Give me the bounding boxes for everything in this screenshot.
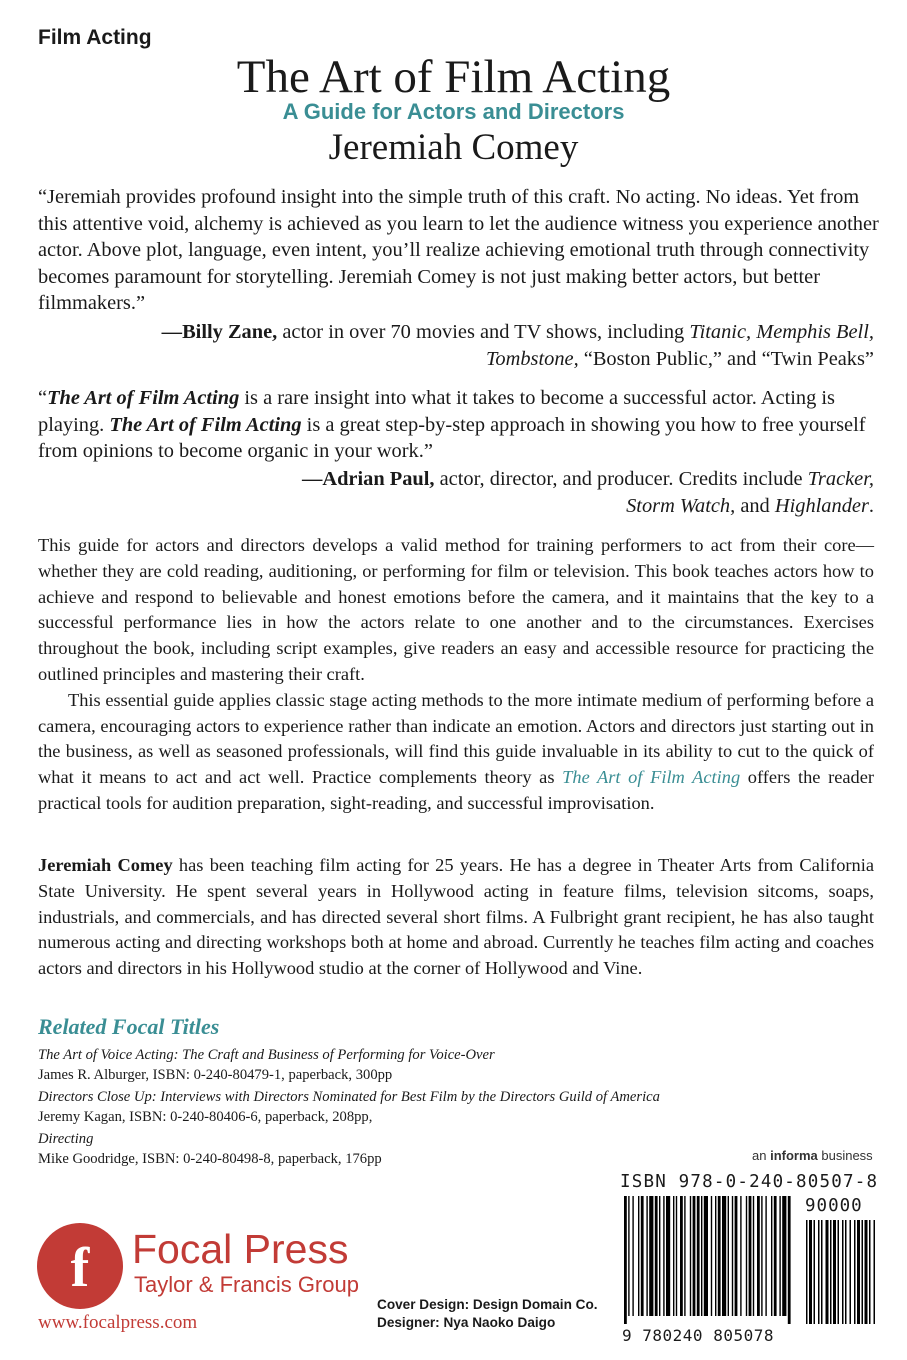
- barcode-addon-bar: [806, 1220, 808, 1324]
- focal-press-logo-icon: [36, 1222, 124, 1310]
- quote-text: is a rare insight into what it takes to become a successful actor. Acting is playing.: [38, 387, 835, 436]
- quote-attribution-billy-zane: [38, 319, 874, 373]
- barcode-bar: [753, 1196, 754, 1316]
- related-title-details: James R. Alburger, ISBN: 0-240-80479-1, paperback, 300pp: [38, 1067, 393, 1083]
- attribution-text: .: [868, 495, 874, 517]
- barcode: [620, 1196, 880, 1326]
- barcode-bar: [774, 1196, 777, 1316]
- publisher-group: Taylor & Francis Group: [134, 1272, 359, 1297]
- quote-attribution-adrian-paul: [38, 466, 874, 520]
- barcode-addon-bar: [838, 1220, 840, 1324]
- attribution-text: actor, director, and producer. Credits include: [434, 468, 808, 490]
- barcode-bar: [715, 1196, 716, 1316]
- barcode-addon-bar: [842, 1220, 844, 1324]
- price-code: 90000: [805, 1196, 863, 1216]
- barcode-addon-bar: [814, 1220, 816, 1324]
- quote-billy-zane: “Jeremiah provides profound insight into the simple truth of this craft. No acting. No ideas. Yet from this attentive void, alchemy is achieved as you learn to let the audience witness you experience another actor. Above plot, language, even intent, you’ll realize achieving emotional truth through connectivity becomes paramount for storytelling. Jeremiah Comey is not just making better actors, but better filmmakers.”: [38, 186, 879, 314]
- barcode-addon-bar: [833, 1220, 836, 1324]
- barcode-addon-bar: [830, 1220, 832, 1324]
- barcode-addon-bar: [845, 1220, 847, 1324]
- book-title: The Art of Film Acting: [236, 51, 671, 103]
- related-title-2: [38, 1087, 660, 1127]
- description-text: This essential guide applies classic stage acting methods to the more intimate medium of performing before a camera, encouraging actors to experience rather than indicate an emotion. Actors and directors just starting out in the business, as well as seasoned professionals, will find this guide invaluable in its ability to cut to the quick of what it means to act and act well. Practice complements theory as: [38, 689, 874, 788]
- barcode-bar: [638, 1196, 639, 1316]
- related-title-3: [38, 1129, 382, 1169]
- attribution-titles: Tombstone,: [485, 348, 579, 370]
- barcode-bar: [746, 1196, 747, 1316]
- designer-credit: Designer: Nya Naoko Daigo: [377, 1315, 556, 1330]
- barcode-bar: [704, 1196, 708, 1316]
- barcode-addon-bar: [865, 1220, 868, 1324]
- description-text: offers the reader practical tools for audition preparation, sight-reading, and successful improvisation.: [38, 767, 875, 813]
- publisher-name: Focal Press: [132, 1226, 349, 1272]
- isbn-label: ISBN 978-0-240-80507-8: [620, 1172, 879, 1192]
- barcode-bar: [765, 1196, 766, 1316]
- barcode-bar: [782, 1196, 786, 1316]
- informa-business-label: an informa business: [752, 1148, 873, 1163]
- barcode-bar: [740, 1196, 741, 1316]
- barcode-bar: [779, 1196, 780, 1316]
- book-title-ref: The Art of Film Acting: [109, 413, 302, 436]
- related-title-1: [38, 1045, 495, 1085]
- related-titles-heading: Related Focal Titles: [38, 1014, 220, 1039]
- related-title-name: The Art of Voice Acting: The Craft and Business of Performing for Voice-Over: [38, 1047, 495, 1063]
- barcode-addon-bar: [854, 1220, 856, 1324]
- related-title-details: Jeremy Kagan, ISBN: 0-240-80406-6, paperback, 208pp,: [38, 1109, 373, 1125]
- cover-credits: [377, 1296, 598, 1332]
- barcode-addon-bar: [826, 1220, 829, 1324]
- book-title-ref: The Art of Film Acting: [47, 387, 240, 409]
- barcode-bar: [771, 1196, 772, 1316]
- barcode-bar: [646, 1196, 647, 1316]
- cover-design-credit: Cover Design: Design Domain Co.: [377, 1297, 598, 1312]
- barcode-bar: [649, 1196, 653, 1316]
- barcode-digits: 9 780240 805078: [622, 1326, 774, 1345]
- author-bio: [38, 853, 874, 982]
- related-title-details: Mike Goodridge, ISBN: 0-240-80498-8, paperback, 176pp: [38, 1151, 382, 1167]
- barcode-bar: [788, 1196, 791, 1324]
- barcode-bar: [684, 1196, 685, 1316]
- barcode-bar: [666, 1196, 670, 1316]
- attribution-name: —Adrian Paul,: [301, 468, 435, 490]
- barcode-bar: [641, 1196, 644, 1316]
- barcode-bar: [732, 1196, 733, 1316]
- quote-adrian-paul: [38, 385, 880, 465]
- related-title-name: Directors Close Up: Interviews with Directors Nominated for Best Film by the Directors Guild of America: [38, 1089, 660, 1105]
- barcode-bar: [659, 1196, 660, 1316]
- book-description: [38, 533, 874, 817]
- attribution-titles: Tracker,: [807, 468, 874, 490]
- logo-letter: f: [70, 1237, 90, 1299]
- barcode-bar: [680, 1196, 683, 1316]
- barcode-bar: [663, 1196, 664, 1316]
- barcode-addon-bar: [869, 1220, 871, 1324]
- barcode-bar: [624, 1196, 627, 1324]
- barcode-bar: [701, 1196, 702, 1316]
- barcode-addon-bar: [850, 1220, 852, 1324]
- barcode-bar: [693, 1196, 696, 1316]
- bio-author-name: Jeremiah Comey: [38, 855, 173, 875]
- attribution-text: actor in over 70 movies and TV shows, including: [277, 321, 690, 343]
- barcode-bar: [749, 1196, 752, 1316]
- barcode-bar: [718, 1196, 721, 1316]
- barcode-addon-bar: [874, 1220, 876, 1324]
- author-name: Jeremiah Comey: [328, 127, 579, 168]
- barcode-bar: [697, 1196, 700, 1316]
- barcode-bar: [735, 1196, 738, 1316]
- book-subtitle: A Guide for Actors and Directors: [282, 99, 625, 124]
- barcode-addon-bar: [821, 1220, 823, 1324]
- attribution-text: “Boston Public,” and “Twin Peaks”: [578, 348, 874, 370]
- attribution-text: and: [735, 495, 775, 517]
- publisher-url[interactable]: www.focalpress.com: [38, 1312, 198, 1333]
- barcode-bar: [728, 1196, 729, 1316]
- barcode-bar: [711, 1196, 712, 1316]
- attribution-titles: Storm Watch,: [626, 495, 736, 517]
- barcode-bar: [655, 1196, 658, 1316]
- description-paragraph-1: This guide for actors and directors develops a valid method for training performers to act from their core—whether they are cold reading, auditioning, or performing for film or television. This book teaches actors how to achieve and respond to believable and honest emotions before the camera, and it maintains that the key to a successful performance lies in how the actors relate to one another and to the circumstances. Exercises throughout the book, including script examples, give readers an easy and accessible resource for practicing the outlined principles and mastering their craft.: [38, 535, 874, 684]
- related-title-name: Directing: [38, 1131, 94, 1147]
- barcode-addon-bar: [809, 1220, 812, 1324]
- barcode-bar: [628, 1196, 629, 1316]
- barcode-addon-bar: [818, 1220, 820, 1324]
- barcode-bar: [757, 1196, 760, 1316]
- barcode-bar: [673, 1196, 674, 1316]
- description-paragraph-2: [38, 688, 874, 817]
- attribution-titles: Highlander: [774, 495, 869, 517]
- bio-text: has been teaching film acting for 25 years. He has a degree in Theater Arts from California State University. He spent several years in Hollywood acting in feature films, television sitcoms, soaps, industrials, and commercials, and has directed several short films. A Fulbright grant recipient, he has also taught numerous acting and directing workshops both at home and abroad. Currently he teaches film acting and coaches actors and directors in his Hollywood studio at the corner of Hollywood and Vine.: [38, 855, 874, 979]
- attribution-titles: Titanic, Memphis Bell,: [689, 321, 874, 343]
- barcode-addon-bar: [857, 1220, 860, 1324]
- barcode-bar: [632, 1196, 633, 1316]
- barcode-bar: [722, 1196, 726, 1316]
- quote-mark: “: [38, 387, 48, 409]
- barcode-bar: [676, 1196, 677, 1316]
- barcode-bar: [690, 1196, 691, 1316]
- barcode-addon-bar: [862, 1220, 864, 1324]
- quote-text: is a great step-by-step approach in showing you how to free yourself from opinions to become organic in your work.”: [38, 413, 866, 462]
- category-label: Film Acting: [38, 26, 152, 49]
- book-title-ref: The Art of Film Acting: [562, 767, 741, 788]
- attribution-name: —Billy Zane,: [161, 321, 278, 343]
- barcode-bar: [761, 1196, 762, 1316]
